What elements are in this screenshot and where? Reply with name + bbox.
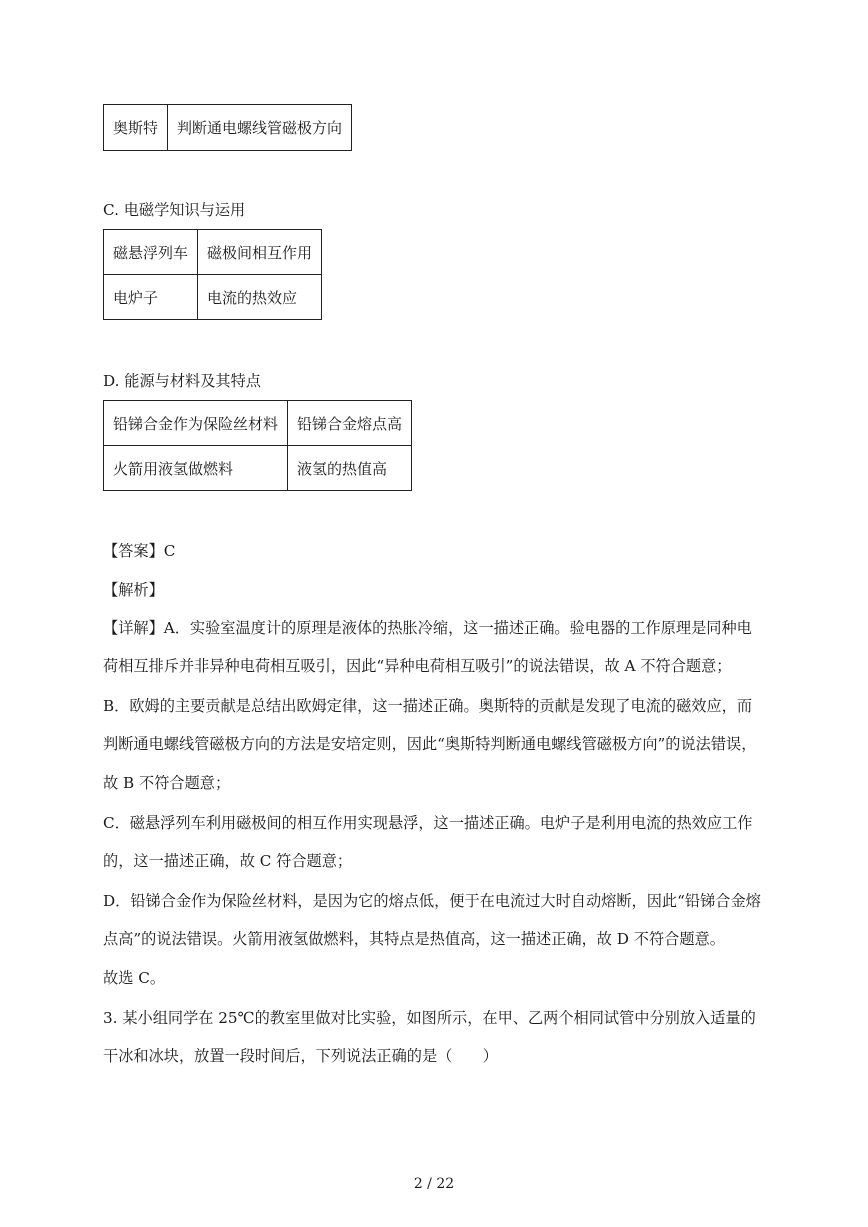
text-line: 判断通电螺线管磁极方向的方法是安培定则，因此“奥斯特判断通电螺线管磁极方向”的说法错误， [103,735,757,753]
table-cell: 电流的热效应 [198,275,322,320]
answer-line: 【答案】C [103,542,176,560]
text-line: C．磁悬浮列车利用磁极间的相互作用实现悬浮，这一描述正确。电炉子是利用电流的热效应工作 [103,814,753,832]
option-c-label: C. 电磁学知识与运用 [103,201,246,219]
table-row [104,230,322,275]
table-cell: 磁极间相互作用 [198,230,322,275]
table-row [104,275,322,320]
table-b [103,104,352,151]
text-line: 点高”的说法错误。火箭用液氢做燃料，其特点是热值高，这一描述正确，故 D 不符合题意。 [103,930,725,948]
table-row [104,446,412,491]
table-cell: 磁悬浮列车 [104,230,198,275]
table-cell: 液氢的热值高 [288,446,412,491]
table-cell: 铅锑合金作为保险丝材料 [104,401,288,446]
question-line: 3. 某小组同学在 25℃的教室里做对比实验，如图所示，在甲、乙两个相同试管中分别放入适量的 [103,1009,756,1027]
text-line: 【详解】A．实验室温度计的原理是液体的热胀冷缩，这一描述正确。验电器的工作原理是同种电 [103,619,752,637]
table-d [103,400,412,491]
table-cell: 火箭用液氢做燃料 [104,446,288,491]
text-line: 荷相互排斥并非异种电荷相互吸引，因此“异种电荷相互吸引”的说法错误，故 A 不符合题意； [103,657,732,675]
text-line: B．欧姆的主要贡献是总结出欧姆定律，这一描述正确。奥斯特的贡献是发现了电流的磁效应，而 [103,697,753,715]
text-line: 的，这一描述正确，故 C 符合题意； [103,852,353,870]
text-line: 故 B 不符合题意； [103,774,231,792]
table-cell: 电炉子 [104,275,198,320]
option-d-label: D. 能源与材料及其特点 [103,372,261,390]
table-row [104,401,412,446]
question-line: 干冰和冰块，放置一段时间后，下列说法正确的是（ ） [103,1047,498,1065]
table-cell: 奥斯特 [104,105,168,151]
table-c [103,229,322,320]
text-line: D．铅锑合金作为保险丝材料，是因为它的熔点低，便于在电流过大时自动熔断，因此“铅锑合金熔 [103,892,761,910]
text-line: 故选 C。 [103,969,166,987]
table-cell: 判断通电螺线管磁极方向 [168,105,352,151]
table-row [104,105,352,151]
page-number: 2 / 22 [413,1176,455,1192]
table-cell: 铅锑合金熔点高 [288,401,412,446]
analysis-heading: 【解析】 [103,581,164,599]
